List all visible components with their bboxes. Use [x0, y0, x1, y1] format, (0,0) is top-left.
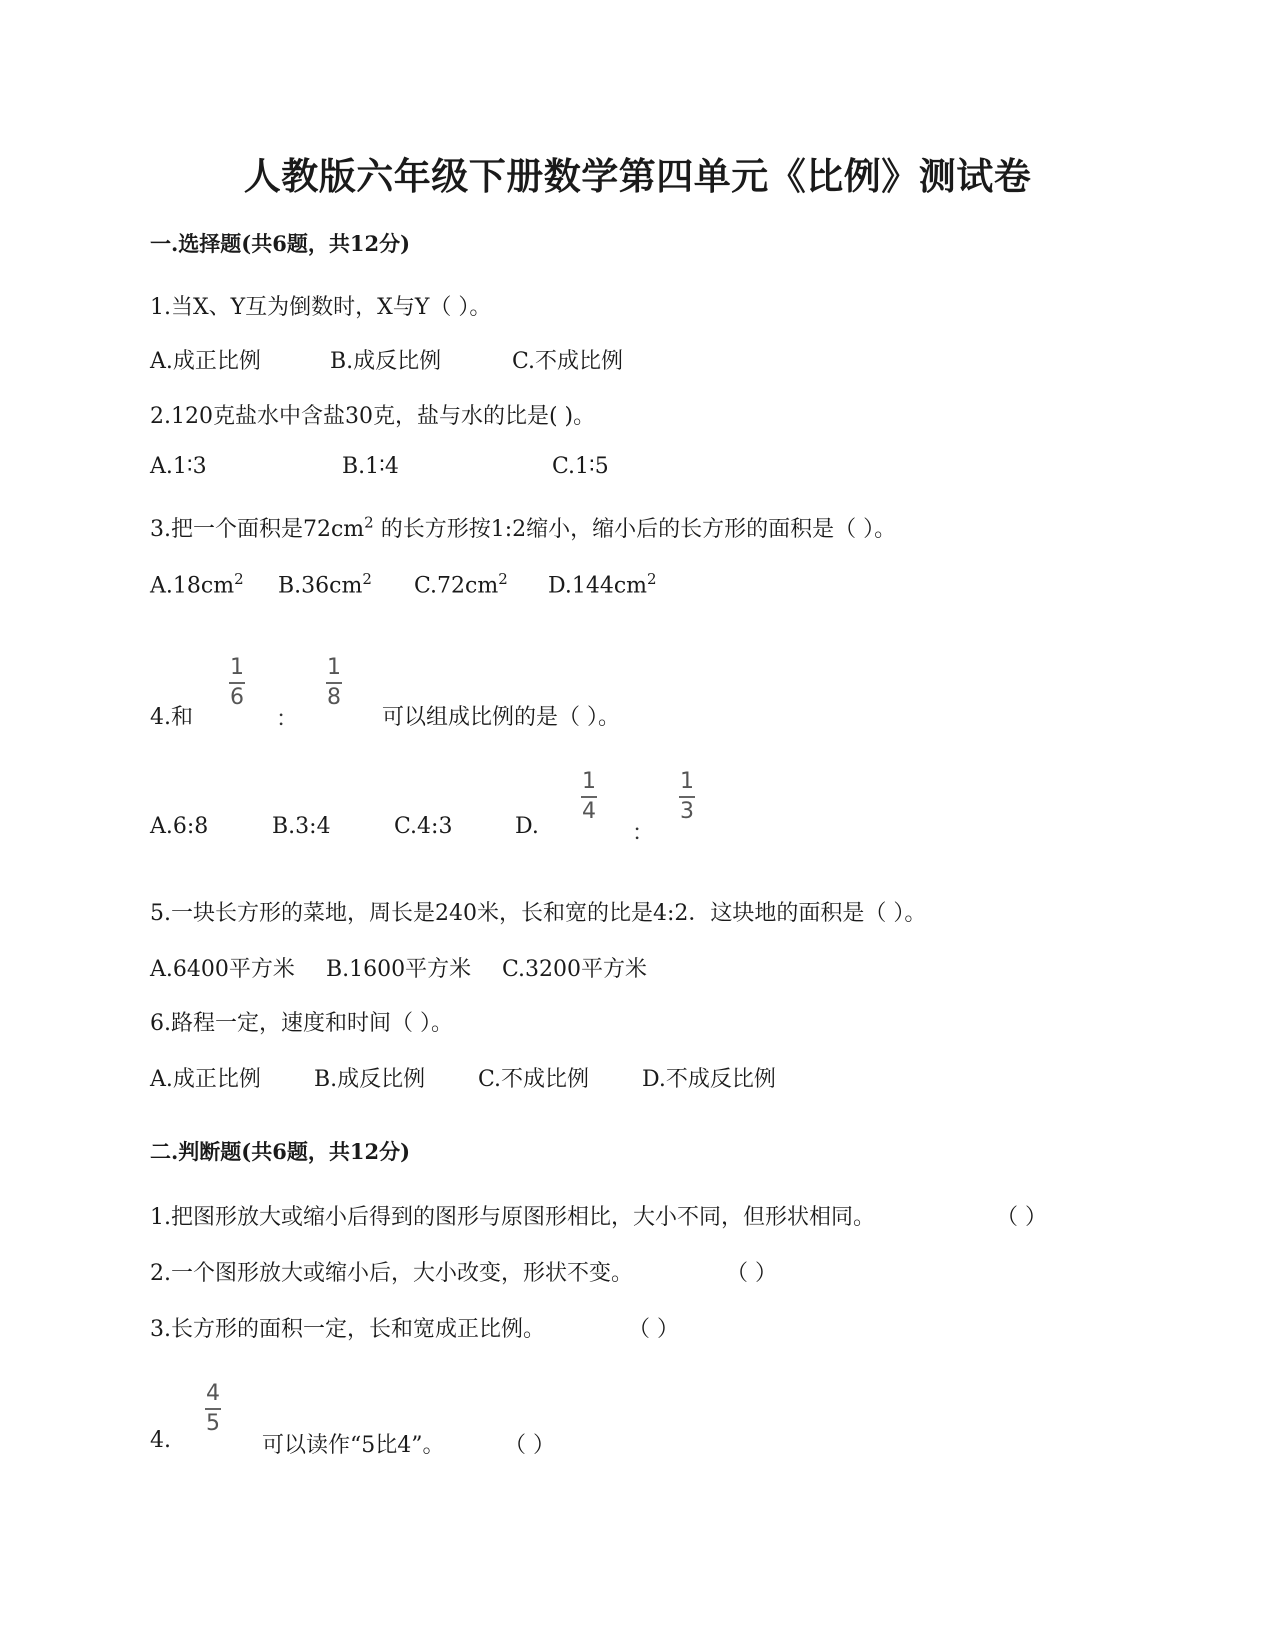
q2-option-b: B.1∶4 [342, 454, 399, 479]
question-5: 5.一块长方形的菜地，周长是240米，长和宽的比是4:2．这块地的面积是（ ）。 [150, 901, 927, 926]
q4-option-d-colon: ： [632, 821, 655, 846]
q4-option-a: A.6:8 [150, 814, 209, 839]
q4-option-d-fraction-2: 1 3 [680, 769, 694, 824]
judgement-1-blank: （ ） [996, 1205, 1047, 1230]
question-2: 2.120克盐水中含盐30克，盐与水的比是( )。 [150, 404, 596, 429]
q6-option-d: D.不成反比例 [642, 1067, 776, 1092]
judgement-4-text: 可以读作“5比4”。 [262, 1433, 445, 1458]
q3-text-after: 的长方形按1:2缩小，缩小后的长方形的面积是（ ）。 [373, 517, 897, 542]
q1-option-a: A.成正比例 [150, 349, 261, 374]
judgement-4-blank: （ ） [504, 1433, 555, 1458]
judgement-2-blank: （ ） [726, 1261, 777, 1286]
section-heading-choice: 一.选择题(共6题，共12分) [150, 231, 411, 256]
q3-option-b: $B.36cm^2$ [278, 570, 372, 599]
q6-option-b: B.成反比例 [314, 1067, 426, 1092]
q1-option-c: C.不成比例 [512, 349, 624, 374]
judgement-question-3: 3.长方形的面积一定，长和宽成正比例。 [150, 1317, 545, 1342]
q1-option-b: B.成反比例 [330, 349, 442, 374]
q5-option-b: B.1600平方米 [326, 957, 472, 982]
question-6: 6.路程一定，速度和时间（ ）。 [150, 1011, 453, 1036]
section-heading-judgement: 二.判断题(共6题，共12分) [150, 1139, 411, 1164]
q6-option-a: A.成正比例 [150, 1067, 261, 1092]
q3-superscript: 2 [364, 513, 374, 532]
question-1: 1.当X、Y互为倒数时，X与Y（ ）。 [150, 295, 492, 320]
judgement-3-blank: （ ） [628, 1317, 679, 1342]
judgement-question-2: 2.一个图形放大或缩小后，大小改变，形状不变。 [150, 1261, 633, 1286]
q6-option-c: C.不成比例 [478, 1067, 590, 1092]
q2-option-c: C.1∶5 [552, 454, 609, 479]
q4-option-b: B.3:4 [272, 814, 331, 839]
q2-option-a: A.1∶3 [150, 454, 207, 479]
q4-suffix: 可以组成比例的是（ ）。 [382, 705, 620, 730]
page-title: 人教版六年级下册数学第四单元《比例》测试卷 [243, 154, 1032, 198]
judgement-4-fraction: 4 5 [206, 1381, 220, 1436]
question-3 [150, 512, 896, 543]
q3-text-before: 3.把一个面积是72cm [150, 517, 365, 542]
q4-prefix: 4.和 [150, 705, 193, 730]
judgement-4-prefix: 4. [150, 1428, 171, 1453]
q4-fraction-2: 1 8 [327, 655, 341, 710]
q4-colon: ： [276, 707, 299, 732]
judgement-question-1: 1.把图形放大或缩小后得到的图形与原图形相比，大小不同，但形状相同。 [150, 1205, 875, 1230]
q5-option-c: C.3200平方米 [502, 957, 648, 982]
q4-option-d-fraction-1: 1 4 [582, 769, 596, 824]
q3-option-c: $C.72cm^2$ [414, 570, 508, 599]
q5-option-a: A.6400平方米 [150, 957, 295, 982]
q3-option-d: $D.144cm^2$ [548, 570, 657, 599]
q4-fraction-1: 1 6 [230, 655, 244, 710]
q4-option-d: D. [515, 814, 539, 839]
q4-option-c: C.4:3 [394, 814, 453, 839]
q3-option-a: $A.18cm^2$ [150, 570, 244, 599]
